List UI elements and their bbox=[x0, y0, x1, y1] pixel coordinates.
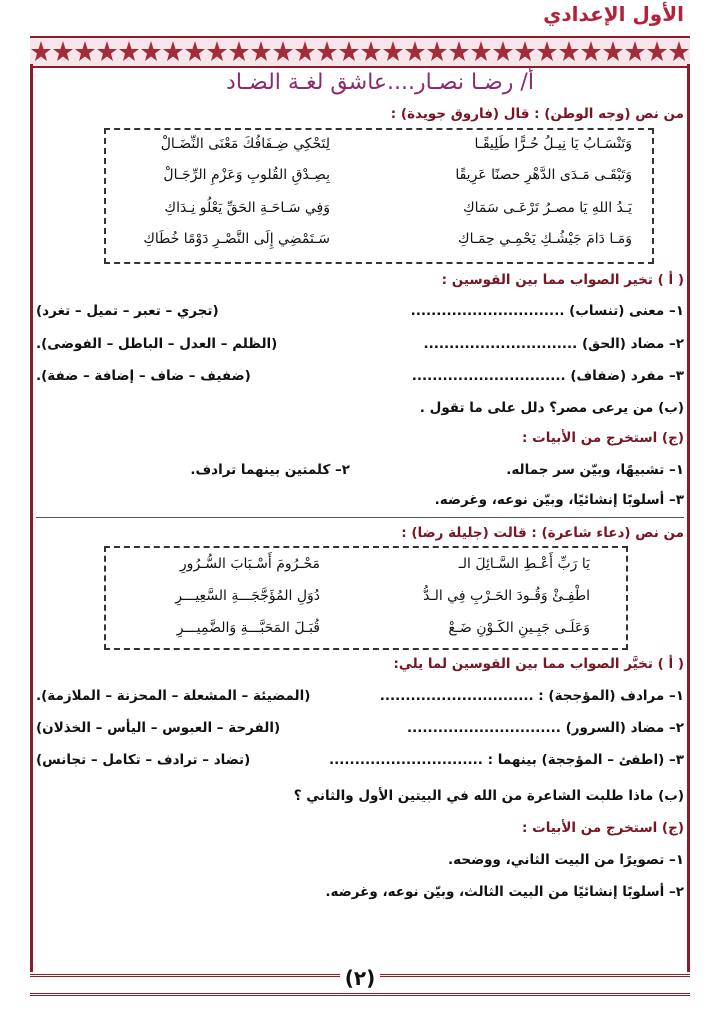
verse-right: وَمَـا دَامَ جَيْشُـكِ يَحْمِـي حِمَـاكِ bbox=[458, 231, 632, 247]
part1-c3: ٣– أسلوبًا إنشائيًا، وبيّن نوعه، وغرضه. bbox=[434, 492, 684, 508]
star-pattern-icon bbox=[30, 38, 690, 66]
author-line: أ/ رضـا نصـار....عاشق لغـة الضـاد bbox=[226, 70, 534, 95]
frame-left bbox=[30, 64, 33, 972]
part2-c-title: (ج) استخرج من الأبيات : bbox=[522, 820, 684, 836]
part1-b-question: (ب) من يرعى مصر؟ دلل على ما تقول . bbox=[419, 400, 684, 416]
frame-right bbox=[687, 64, 690, 972]
verse-left: لِتَحْكِي ضِـفَافُكَ مَعْنَى النِّضَـالْ bbox=[160, 136, 330, 152]
verse-right: وَتَنْسَـابُ يَا نِيـلُ حُـرًّا طَلِيقًـا bbox=[474, 136, 632, 152]
part1-c2: ٢– كلمتين بينهما ترادف. bbox=[190, 462, 350, 478]
part1-a-title: ( أ ) تخير الصواب مما بين القوسين : bbox=[441, 272, 684, 288]
part1-c1: ١– تشبيهًا، وبيّن سر جماله. bbox=[506, 462, 684, 478]
part2-b-question: (ب) ماذا طلبت الشاعرة من الله في البيتين الأول والثاني ؟ bbox=[293, 788, 684, 804]
question-item: ٢– مضاد (الحق) .............................. bbox=[423, 336, 684, 352]
decorative-border bbox=[30, 36, 690, 68]
page-header-title: الأول الإعدادي bbox=[543, 2, 684, 26]
section-divider bbox=[36, 517, 684, 518]
question-item: ١– معنى (تنساب) .............................. bbox=[410, 303, 684, 319]
page-number: (٢) bbox=[340, 966, 380, 990]
verse-left: قُبَـلَ المَحَبَّـــةِ وَالضَّمِيـــرِ bbox=[176, 620, 320, 636]
options-item: (تجري – تعبر – تميل – تغرد) bbox=[36, 303, 219, 319]
verse-right: وَعَلَـى جَبِـينِ الكَـوْنِ ضَـعْ bbox=[448, 620, 590, 636]
verse-right: يَـدُ اللهِ يَا مصـرُ تَرْعَـى سَمَاكِ bbox=[463, 200, 632, 216]
options-item: (الظلم – العدل – الباطل – الفوضى). bbox=[36, 336, 278, 352]
options-item: (تضاد – ترادف – تكامل – تجانس) bbox=[36, 752, 251, 768]
question-item: ٢– مضاد (السرور) .............................. bbox=[407, 720, 684, 736]
verse-right: يَا رَبِّ أَعْـطِ السَّـائِلَ الـ bbox=[458, 556, 590, 572]
verse-right: وَتَبْقَـى مَـدَى الدَّهْرِ حصنًا عَرِيقًا bbox=[455, 167, 632, 183]
part2-a-title: ( أ ) تخيَّر الصواب مما بين القوسين لما يلي: bbox=[393, 656, 684, 672]
verse-left: سَـتَمْضِي إِلَى النَّصْـرِ دَوْمًا خُطَاكِ bbox=[143, 231, 330, 247]
part2-c1: ١– تصويرًا من البيت الثاني، ووضحه. bbox=[448, 852, 684, 868]
verse-left: مَحْـرُومَ أَسْـبَابَ السُّـرُورِ bbox=[179, 556, 320, 572]
verse-left: وَفِي سَـاحَـةِ الحَقِّ يَعْلُو نِـدَاكِ bbox=[164, 200, 330, 216]
verse-left: بِصِـدْقِ القُلوبِ وَعَزْمِ الرِّجَـالْ bbox=[163, 167, 330, 183]
question-item: ٣– (اطفئ – المؤججة) بينهما : .............................. bbox=[329, 752, 684, 768]
verse-right: اطْفِـئْ وَقُـودَ الحَـرْبِ فِي الـدُّ bbox=[423, 588, 590, 604]
options-item: (المضيئة – المشعلة – المحزنة – الملازمة). bbox=[36, 688, 311, 704]
options-item: (ضفيف – ضاف – إضافة – ضفة). bbox=[36, 368, 251, 384]
options-item: (الفرحة – العبوس – اليأس – الخذلان) bbox=[36, 720, 281, 736]
part2-c2: ٢– أسلوبًا إنشائيًا من البيت الثالث، وبيّن نوعه، وغرضه. bbox=[325, 884, 684, 900]
part2-intro: من نص (دعاء شاعرة) : قالت (جليلة رضا) : bbox=[401, 525, 684, 541]
part1-intro: من نص (وجه الوطن) : قال (فاروق جويدة) : bbox=[390, 106, 684, 122]
part1-c-title: (ج) استخرج من الأبيات : bbox=[522, 430, 684, 446]
question-item: ١– مرادف (المؤججة) : .............................. bbox=[379, 688, 684, 704]
question-item: ٣– مفرد (ضفاف) .............................. bbox=[411, 368, 684, 384]
verse-left: دُوَلِ المُؤَجَّجَـــةِ السَّعِيـــرِ bbox=[175, 588, 320, 604]
